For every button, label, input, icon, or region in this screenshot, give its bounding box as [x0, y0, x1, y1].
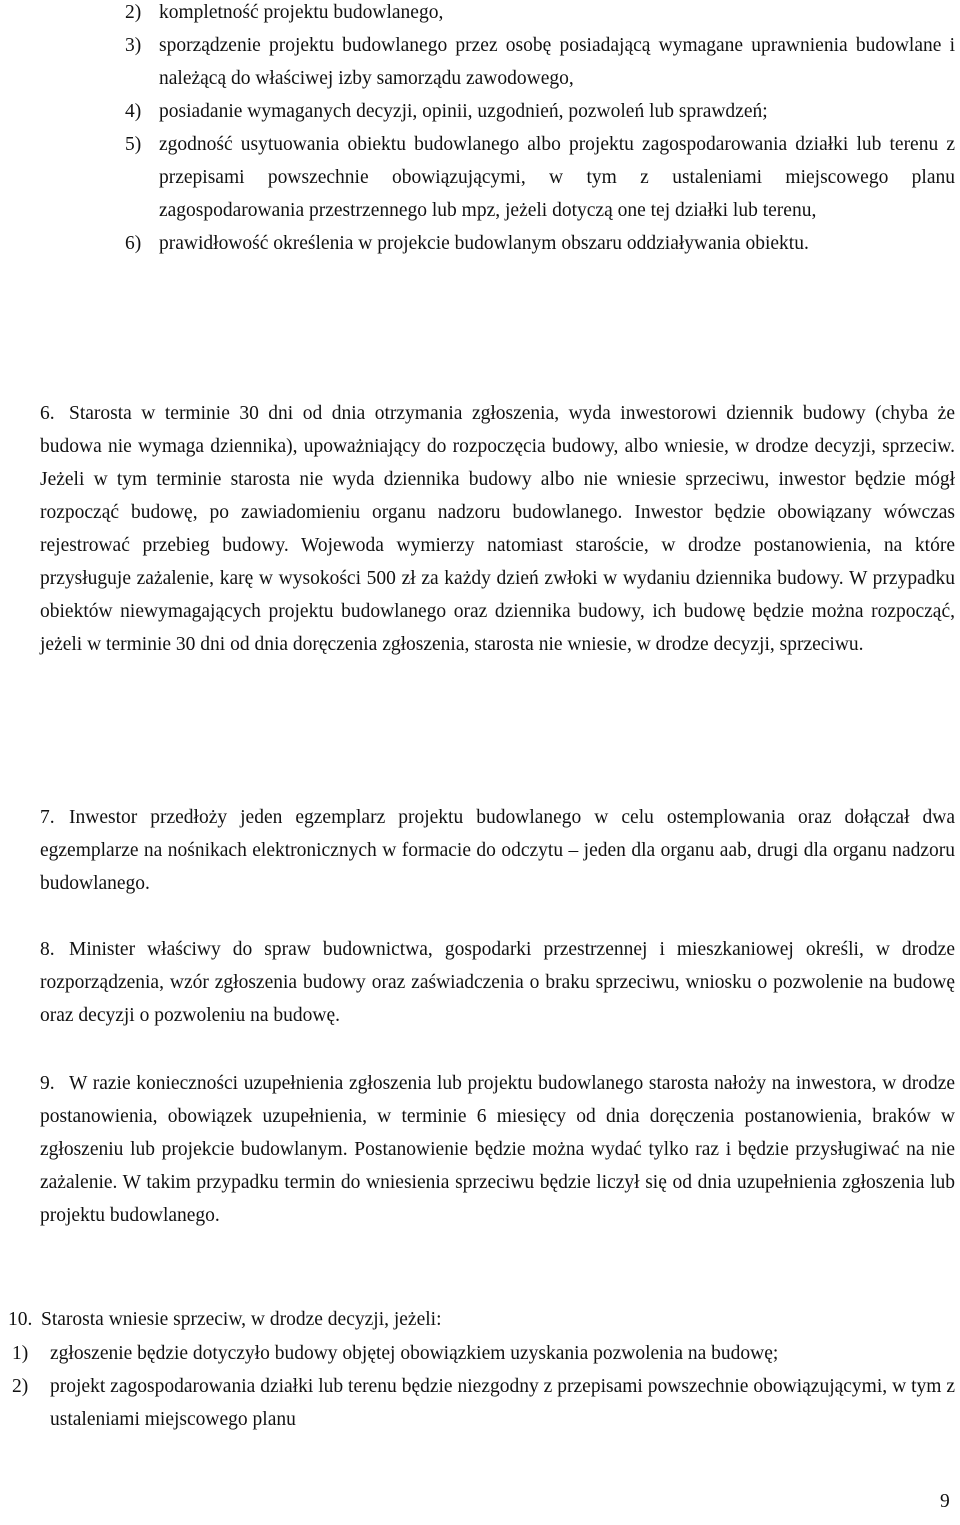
paragraph-text: Starosta wniesie sprzeciw, w drodze decyzji, jeżeli: — [41, 1309, 442, 1330]
paragraph-number: 8. — [40, 939, 55, 960]
paragraph-text: Inwestor przedłoży jeden egzemplarz projektu budowlanego w celu ostemplowania oraz dołączał dwa egzemplarze na nośnikach elektronicznych w formacie do odczytu – jeden dla organu aab, drugi dla organu nadzoru budowlanego. — [40, 807, 955, 894]
list-item-number: 2) — [125, 2, 142, 23]
list-item-number: 2) — [12, 1376, 29, 1397]
list-item-text: prawidłowość określenia w projekcie budowlanym obszaru oddziaływania obiektu. — [159, 233, 809, 254]
paragraph-text: Starosta w terminie 30 dni od dnia otrzymania zgłoszenia, wyda inwestorowi dziennik budowy (chyba że budowa nie wymaga dziennika), upoważniający do rozpoczęcia budowy, albo wniesie, w drodze decyzji, sprzeciw. Jeżeli w tym terminie starosta nie wyda dziennika budowy albo nie wniesie sprzeciwu, inwestor będzie mógł rozpocząć budowę, po zawiadomieniu organu nadzoru budowlanego. Inwestor będzie obowiązany wówczas rejestrować przebieg budowy. Wojewoda wymierzy natomiast staroście, w drodze postanowienia, na które przysługuje zażalenie, karę w wysokości 500 zł za każdy dzień zwłoki w wydaniu dziennika budowy. W przypadku obiektów niewymagających projektu budowlanego oraz dziennika budowy, ich budowę będzie można rozpocząć, jeżeli w terminie 30 dni od dnia doręczenia zgłoszenia, starosta nie wniesie, w drodze decyzji, sprzeciwu. — [40, 403, 955, 655]
paragraph-number: 7. — [40, 807, 55, 828]
list-item-number: 4) — [125, 101, 142, 122]
paragraph-8 — [40, 933, 955, 1032]
list-item-number: 5) — [125, 134, 142, 155]
list-item-text: zgłoszenie będzie dotyczyło budowy objętej obowiązkiem uzyskania pozwolenia na budowę; — [50, 1343, 779, 1364]
list-item-number: 3) — [125, 35, 142, 56]
list-item — [125, 95, 955, 128]
paragraph-text: Minister właściwy do spraw budownictwa, gospodarki przestrzennej i mieszkaniowej określi, w drodze rozporządzenia, wzór zgłoszenia budowy oraz zaświadczenia o braku sprzeciwu, wniosku o pozwolenie na budowę oraz decyzji o pozwoleniu na budowę. — [40, 939, 955, 1026]
page-number: 9 — [940, 1491, 950, 1512]
paragraph-9 — [40, 1067, 955, 1232]
list-item-text: zgodność usytuowania obiektu budowlanego albo projektu zagospodarowania działki lub terenu z przepisami powszechnie obowiązującymi, w tym z ustaleniami miejscowego planu zagospodarowania przestrzennego lub mpz, jeżeli dotyczą one tej działki lub terenu, — [159, 134, 955, 221]
list-item-text: kompletność projektu budowlanego, — [159, 2, 444, 23]
list-item — [125, 0, 955, 29]
paragraph-number: 6. — [40, 403, 55, 424]
paragraph-7 — [40, 801, 955, 900]
requirements-list — [125, 0, 955, 260]
list-item-number: 6) — [125, 233, 142, 254]
paragraph-text: W razie konieczności uzupełnienia zgłoszenia lub projektu budowlanego starosta nałoży na inwestora, w drodze postanowienia, obowiązek uzupełnienia, w terminie 6 miesięcy od dnia doręczenia postanowienia, braków w zgłoszeniu lub projekcie budowlanym. Postanowienie będzie można wydać tylko raz i będzie przysługiwać na nie zażalenie. W takim przypadku termin do wniesienia sprzeciwu będzie liczył się od dnia uzupełnienia zgłoszenia lub projektu budowlanego. — [40, 1073, 955, 1226]
list-item — [125, 227, 955, 260]
list-item-text: posiadanie wymaganych decyzji, opinii, uzgodnień, pozwoleń lub sprawdzeń; — [159, 101, 768, 122]
paragraph-number: 10. — [8, 1309, 33, 1330]
list-item-text: projekt zagospodarowania działki lub terenu będzie niezgodny z przepisami powszechnie obowiązującymi, w tym z ustaleniami miejscowego planu — [50, 1376, 955, 1430]
objections-list — [12, 1337, 955, 1436]
list-item — [125, 128, 955, 227]
paragraph-number: 9. — [40, 1073, 55, 1094]
list-item-text: sporządzenie projektu budowlanego przez osobę posiadającą wymagane uprawnienia budowlane i należącą do właściwej izby samorządu zawodowego, — [159, 35, 955, 89]
list-item-number: 1) — [12, 1343, 29, 1364]
list-item — [12, 1370, 955, 1436]
list-item — [12, 1337, 955, 1370]
paragraph-10 — [8, 1303, 955, 1336]
paragraph-6 — [40, 397, 955, 661]
list-item — [125, 29, 955, 95]
